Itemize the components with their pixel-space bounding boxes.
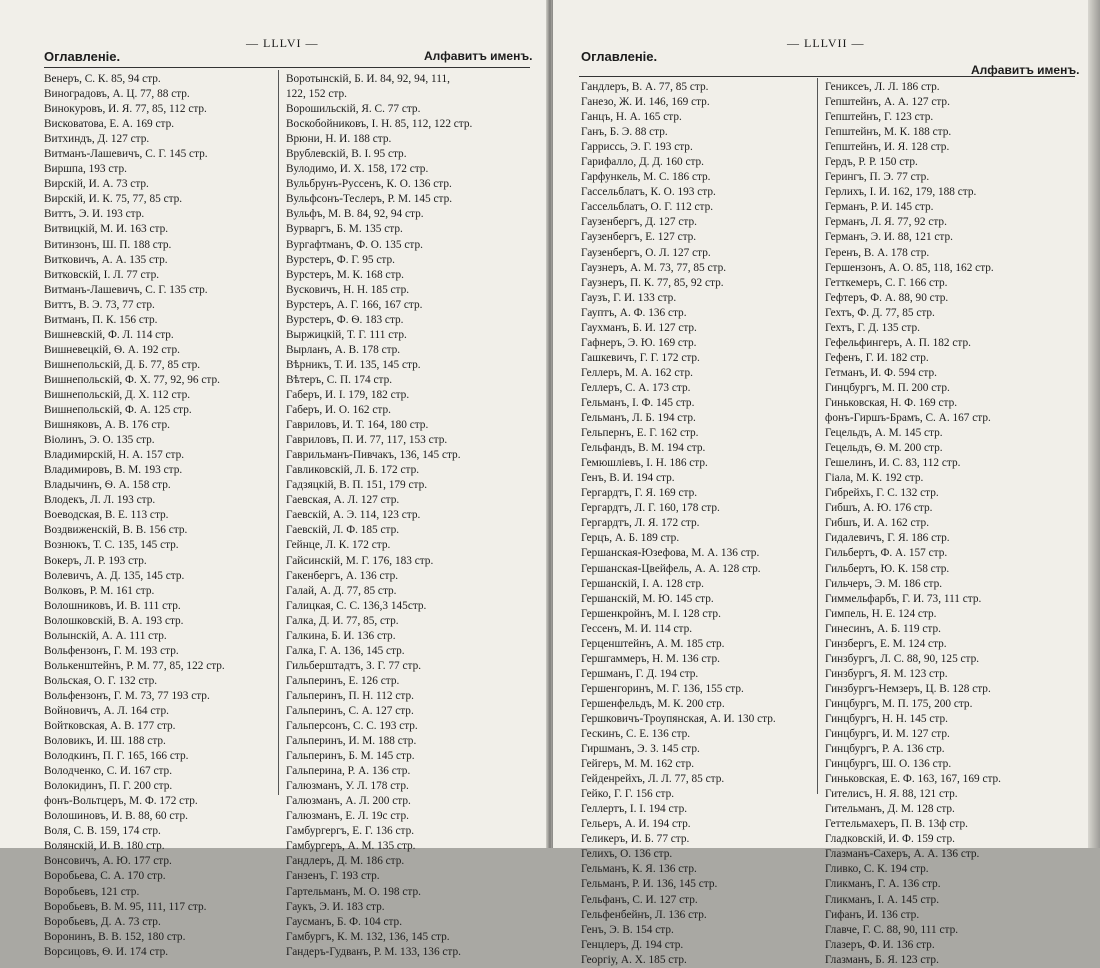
index-entry: фонъ-Вольтцеръ, М. Ф. 172 стр. <box>44 795 198 808</box>
index-entry: Владимировъ, В. М. 193 стр. <box>44 464 183 477</box>
index-entry: Генъ, Э. В. 154 стр. <box>581 923 674 936</box>
index-entry: Гидалевичъ, Г. Я. 186 стр. <box>825 532 950 545</box>
section-subtitle: Алфавитъ именъ. <box>971 63 1080 77</box>
index-entry: Вонсовичъ, А. Ю. 177 стр. <box>44 855 172 868</box>
index-entry: Гепштейнъ, А. А. 127 стр. <box>825 96 950 109</box>
index-entry: Вѣтеръ, С. П. 174 стр. <box>286 373 393 386</box>
index-entry: Воронинъ, В. В. 152, 180 стр. <box>44 930 186 943</box>
left-page <box>0 0 548 958</box>
index-entry: Гелихъ, О. 136 стр. <box>581 848 673 861</box>
index-entry: Гаузенбергъ, Д. 127 стр. <box>581 216 697 229</box>
index-entry: Вурстеръ, Ф. Ѳ. 183 стр. <box>286 313 404 326</box>
index-entry: Главче, Г. С. 88, 90, 111 стр. <box>825 923 959 936</box>
index-entry: Гепштейнъ, И. Я. 128 стр. <box>825 141 950 154</box>
column-divider <box>817 78 818 794</box>
index-entry: Волошиновъ, И. В. 88, 60 стр. <box>44 810 188 823</box>
index-entry: Гашкевичъ, Г. Г. 172 стр. <box>581 351 700 364</box>
index-entry: Гаевскій, А. Э. 114, 123 стр. <box>286 509 421 522</box>
index-entry: Воскобойниковъ, І. Н. 85, 112, 122 стр. <box>286 118 473 131</box>
index-entry: Волянскій, И. В. 180 стр. <box>44 840 165 853</box>
index-entry: Гельфандъ, В. М. 194 стр. <box>581 442 706 455</box>
index-entry: Вольфензонъ, Г. М. 193 стр. <box>44 644 179 657</box>
index-entry: Гальперинъ, И. М. 188 стр. <box>286 735 417 748</box>
index-entry: Гликманъ, Г. А. 136 стр. <box>825 878 941 891</box>
index-entry: Герингъ, П. Э. 77 стр. <box>825 171 930 184</box>
right-page <box>552 0 1088 966</box>
index-entry: Гаусманъ, Б. Ф. 104 стр. <box>286 915 403 928</box>
index-entry: Гейнце, Л. К. 172 стр. <box>286 539 391 552</box>
index-entry: Гительманъ, Д. М. 128 стр. <box>825 803 955 816</box>
index-entry: Гинцбургъ, М. П. 175, 200 стр. <box>825 697 973 710</box>
index-entry: Гаевскій, Л. Ф. 185 стр. <box>286 524 400 537</box>
index-entry: Галкина, Б. И. 136 стр. <box>286 629 396 642</box>
index-entry: Гифанъ, И. 136 стр. <box>825 908 920 921</box>
index-entry: Вульбрунъ-Руссенъ, К. О. 136 стр. <box>286 178 452 191</box>
index-entry: Гильберштадтъ, З. Г. 77 стр. <box>286 659 422 672</box>
index-entry: Воловикъ, И. Ш. 188 стр. <box>44 735 166 748</box>
index-entry: Владимирскій, Н. А. 157 стр. <box>44 449 185 462</box>
index-entry: Геллеръ, М. А. 162 стр. <box>581 366 693 379</box>
index-entry: Вишнепольскій, Ф. А. 125 стр. <box>44 404 192 417</box>
index-entry: Геттельмахеръ, П. В. 13ф стр. <box>825 818 968 831</box>
header-rule <box>579 76 1075 77</box>
index-entry: Висковатова, Е. А. 169 стр. <box>44 118 175 131</box>
index-entry: Гершковичъ-Троупянская, А. И. 130 стр. <box>581 712 776 725</box>
index-entry: Гершенгоринъ, М. Г. 136, 155 стр. <box>581 682 744 695</box>
index-entry: Вишневецкій, Ѳ. А. 192 стр. <box>44 343 180 356</box>
index-entry: Гершанскій, М. Ю. 145 стр. <box>581 592 714 605</box>
index-entry: Гершанскій, І. А. 128 стр. <box>581 577 704 590</box>
index-entry: Габеръ, И. І. 179, 182 стр. <box>286 388 410 401</box>
index-entry: Гетткемеръ, С. Г. 166 стр. <box>825 276 948 289</box>
index-entry: Волевичъ, А. Д. 135, 145 стр. <box>44 569 185 582</box>
index-entry: Галицкая, С. С. 136,3 145стр. <box>286 599 427 612</box>
header-rule <box>44 67 530 68</box>
index-entry: Гимпель, Н. Е. 124 стр. <box>825 607 937 620</box>
index-entry: Волошниковъ, И. В. 111 стр. <box>44 599 181 612</box>
index-entry: Геликеръ, И. Б. 77 стр. <box>581 833 690 846</box>
index-entry: Вурваргъ, Б. М. 135 стр. <box>286 223 403 236</box>
index-entry: Гемюшліевъ, І. Н. 186 стр. <box>581 457 708 470</box>
index-entry: Гениксеъ, Л. Л. 186 стр. <box>825 81 940 93</box>
index-entry: Гауптъ, А. Ф. 136 стр. <box>581 306 687 319</box>
index-entry: Гаврильманъ-Пивчакъ, 136, 145 стр. <box>286 449 461 462</box>
index-entry: Вишнепольскій, Д. Х. 112 стр. <box>44 388 191 401</box>
index-entry: Воздвиженскій, В. В. 156 стр. <box>44 524 188 537</box>
index-entry: Витинзонъ, Ш. П. 188 стр. <box>44 238 172 251</box>
index-entry: Гибшъ, И. А. 162 стр. <box>825 517 930 530</box>
index-entry: Гергардтъ, Л. Я. 172 стр. <box>581 517 700 530</box>
index-entry: Гинцбургъ, Р. А. 136 стр. <box>825 743 945 756</box>
index-entry: Галюзманъ, А. Л. 200 стр. <box>286 795 411 808</box>
index-entry: Врюни, Н. И. 188 стр. <box>286 133 392 146</box>
index-entry: Гандлеръ, Д. М. 186 стр. <box>286 855 405 868</box>
index-entry: Гавликовскій, Л. Б. 172 стр. <box>286 464 420 477</box>
index-entry: Гинзбургъ, Л. С. 88, 90, 125 стр. <box>825 652 980 665</box>
index-entry: Гинзбургъ-Немзеръ, Ц. В. 128 стр. <box>825 682 991 695</box>
index-entry: Гальперинъ, П. Н. 112 стр. <box>286 689 414 702</box>
index-entry: Вокеръ, Л. Р. 193 стр. <box>44 554 147 567</box>
page-edge <box>1088 0 1100 848</box>
name-column-1 <box>581 80 813 968</box>
index-entry: Гаузенбергъ, О. Л. 127 стр. <box>581 246 711 259</box>
index-entry: Гетманъ, И. Ф. 594 стр. <box>825 366 937 379</box>
index-entry: Гельманъ, К. Я. 136 стр. <box>581 863 697 876</box>
index-entry: Гешелинъ, И. С. 83, 112 стр. <box>825 457 961 470</box>
index-entry: Гейденрейхъ, Л. Л. 77, 85 стр. <box>581 773 725 786</box>
index-entry: Гассельблатъ, К. О. 193 стр. <box>581 186 716 199</box>
index-entry: Вишнепольскій, Ф. Х. 77, 92, 96 стр. <box>44 373 220 386</box>
index-entry: Венеръ, С. К. 85, 94 стр. <box>44 73 161 85</box>
index-entry: Віолинъ, Э. О. 135 стр. <box>44 434 155 447</box>
index-entry: Воротынскій, Б. И. 84, 92, 94, 111, <box>286 73 450 85</box>
index-entry: Габеръ, И. О. 162 стр. <box>286 404 391 417</box>
index-entry: Германъ, Р. И. 145 стр. <box>825 201 934 214</box>
index-entry: Гельманъ, І. Ф. 145 стр. <box>581 396 695 409</box>
index-entry: Гейко, Г. Г. 156 стр. <box>581 788 675 801</box>
index-entry: Гинцбургъ, Н. Н. 145 стр. <box>825 712 948 725</box>
index-entry: Гарифалло, Д. Д. 160 стр. <box>581 156 705 169</box>
index-entry: Гепштейнъ, Г. 123 стр. <box>825 111 934 124</box>
index-entry: Вѣрникъ, Т. И. 135, 145 стр. <box>286 358 421 371</box>
index-entry: Володкинъ, П. Г. 165, 166 стр. <box>44 750 189 763</box>
index-entry: Витхиндъ, Д. 127 стр. <box>44 133 150 146</box>
index-entry: Гельманъ, Р. И. 136, 145 стр. <box>581 878 718 891</box>
index-entry: Гефенъ, Г. И. 182 стр. <box>825 351 929 364</box>
index-entry: Вольфензонъ, Г. М. 73, 77 193 стр. <box>44 689 210 702</box>
index-entry: Гильбертъ, Ю. К. 158 стр. <box>825 562 950 575</box>
index-entry: Гальперина, Р. А. 136 стр. <box>286 765 411 778</box>
column-divider <box>278 70 279 795</box>
index-entry: Гершанская-Юзефова, М. А. 136 стр. <box>581 547 760 560</box>
index-entry: Гепштейнъ, М. К. 188 стр. <box>825 126 952 139</box>
index-entry: Воеводская, В. Е. 113 стр. <box>44 509 169 522</box>
index-entry: Гельпернъ, Е. Г. 162 стр. <box>581 427 699 440</box>
index-entry: Гехтъ, Ф. Д. 77, 85 стр. <box>825 306 935 319</box>
index-entry: Гинзбергъ, Е. М. 124 стр. <box>825 637 947 650</box>
index-entry: Вирскій, И. К. 75, 77, 85 стр. <box>44 193 183 206</box>
index-entry: Гартельманъ, М. О. 198 стр. <box>286 885 421 898</box>
index-entry: Воробьева, С. А. 170 стр. <box>44 870 166 883</box>
index-entry: Гандлеръ, В. А. 77, 85 стр. <box>581 81 709 93</box>
index-entry: Гильбертъ, Ф. А. 157 стр. <box>825 547 948 560</box>
index-entry: Гинцбургъ, И. М. 127 стр. <box>825 728 950 741</box>
index-entry: Вурстеръ, Ф. Г. 95 стр. <box>286 253 395 266</box>
index-entry: Волынскій, А. А. 111 стр. <box>44 629 167 642</box>
index-entry: Волковъ, Р. М. 161 стр. <box>44 584 155 597</box>
index-entry: Вургафтманъ, Ф. О. 135 стр. <box>286 238 423 251</box>
index-entry: Гердъ, Р. Р. 150 стр. <box>825 156 918 169</box>
index-entry: Гавриловъ, П. И. 77, 117, 153 стр. <box>286 434 448 447</box>
index-entry: Гершанская-Цвейфель, А. А. 128 стр. <box>581 562 761 575</box>
index-entry: Ворсицовъ, Ѳ. И. 174 стр. <box>44 945 169 958</box>
index-entry: Гаукъ, Э. И. 183 стр. <box>286 900 385 913</box>
index-entry: Гибрейхъ, Г. С. 132 стр. <box>825 487 939 500</box>
index-entry: Гершгаммеръ, Н. М. 136 стр. <box>581 652 720 665</box>
index-entry: Герценштейнъ, А. М. 185 стр. <box>581 637 725 650</box>
index-entry: Гандеръ-Гудванъ, Р. М. 133, 136 стр. <box>286 945 461 958</box>
index-entry: Гиньковская, Е. Ф. 163, 167, 169 стр. <box>825 773 1002 786</box>
index-entry: Гельманъ, Л. Б. 194 стр. <box>581 412 696 425</box>
index-entry: Витманъ-Лашевичъ, С. Г. 145 стр. <box>44 148 208 161</box>
index-entry: Виттъ, В. Э. 73, 77 стр. <box>44 298 155 311</box>
index-entry: Гакенбергъ, А. 136 стр. <box>286 569 399 582</box>
index-entry: Гефельфингеръ, А. П. 182 стр. <box>825 336 971 349</box>
page-number: — LLLVII — <box>787 36 865 50</box>
index-entry: Витковскій, І. Л. 77 стр. <box>44 268 160 281</box>
index-entry: Глазманъ, Б. Я. 123 стр. <box>825 953 939 966</box>
index-entry: Витманъ, П. К. 156 стр. <box>44 313 158 326</box>
index-entry: Виршпа, 193 стр. <box>44 163 127 176</box>
index-entry: Гамбургъ, К. М. 132, 136, 145 стр. <box>286 930 450 943</box>
index-entry: Вырланъ, А. В. 178 стр. <box>286 343 401 356</box>
section-title: Оглавленіе. <box>581 49 658 64</box>
index-entry: Гескинъ, С. Е. 136 стр. <box>581 728 691 741</box>
index-entry: Геллеръ, С. А. 173 стр. <box>581 381 691 394</box>
index-entry: Гиньковская, Н. Ф. 169 стр. <box>825 396 958 409</box>
index-entry: Волошковскій, В. А. 193 стр. <box>44 614 184 627</box>
section-title: Оглавленіе. <box>44 49 121 64</box>
index-entry: Германъ, Л. Я. 77, 92 стр. <box>825 216 947 229</box>
index-entry: Гамбургергъ, Е. Г. 136 стр. <box>286 825 415 838</box>
index-entry: Гаррисcь, Э. Г. 193 стр. <box>581 141 693 154</box>
index-entry: Витманъ-Лашевичъ, С. Г. 135 стр. <box>44 283 208 296</box>
index-entry: Вирскій, И. А. 73 стр. <box>44 178 149 191</box>
index-entry: Виноградовъ, А. Ц. 77, 88 стр. <box>44 88 190 101</box>
index-entry: 122, 152 стр. <box>286 88 347 101</box>
index-entry: Гассельблатъ, О. Г. 112 стр. <box>581 201 714 214</box>
index-entry: Гликманъ, І. А. 145 стр. <box>825 893 940 906</box>
index-entry: Гавриловъ, И. Т. 164, 180 стр. <box>286 419 429 432</box>
index-entry: Воля, С. В. 159, 174 стр. <box>44 825 161 838</box>
index-entry: Гливко, С. К. 194 стр. <box>825 863 929 876</box>
index-entry: Герлихъ, І. И. 162, 179, 188 стр. <box>825 186 977 199</box>
index-entry: Вульфсонъ-Теслеръ, Р. М. 145 стр. <box>286 193 453 206</box>
index-entry: Гецельдъ, А. М. 145 стр. <box>825 427 943 440</box>
index-entry: Гайсинскій, М. Г. 176, 183 стр. <box>286 554 434 567</box>
index-entry: Гейгеръ, М. М. 162 стр. <box>581 758 695 771</box>
index-entry: Гальперинъ, С. А. 127 стр. <box>286 704 414 717</box>
index-entry: Воробьевъ, 121 стр. <box>44 885 140 898</box>
index-entry: Генцлеръ, Д. 194 стр. <box>581 938 684 951</box>
index-entry: Гельеръ, А. И. 194 стр. <box>581 818 691 831</box>
index-entry: Гельфенбейнъ, Л. 136 стр. <box>581 908 707 921</box>
name-column-2 <box>825 80 1081 968</box>
index-entry: Гибшъ, А. Ю. 176 стр. <box>825 502 933 515</box>
index-entry: Гамбургеръ, А. М. 135 стр. <box>286 840 416 853</box>
index-entry: Вурстеръ, А. Г. 166, 167 стр. <box>286 298 423 311</box>
index-entry: Гильчеръ, Э. М. 186 стр. <box>825 577 943 590</box>
index-entry: Вознюкъ, Т. С. 135, 145 стр. <box>44 539 179 552</box>
index-entry: Гершманъ, Г. Д. 194 стр. <box>581 667 699 680</box>
index-entry: Волькенштейнъ, Р. М. 77, 85, 122 стр. <box>44 659 225 672</box>
index-entry: Гадзяцкій, В. П. 151, 179 стр. <box>286 479 428 492</box>
index-entry: Генъ, В. И. 194 стр. <box>581 472 675 485</box>
section-subtitle: Алфавитъ именъ. <box>424 49 533 63</box>
index-entry: Георгіу, А. Х. 185 стр. <box>581 953 687 966</box>
index-entry: Ганзенъ, Г. 193 стр. <box>286 870 380 883</box>
index-entry: Виттъ, Э. И. 193 стр. <box>44 208 145 221</box>
index-entry: Гершенфельдъ, М. К. 200 стр. <box>581 697 725 710</box>
index-entry: Гинцбургъ, Ш. О. 136 стр. <box>825 758 952 771</box>
index-entry: Галюзманъ, У. Л. 178 стр. <box>286 780 409 793</box>
index-entry: Гельфанъ, С. И. 127 стр. <box>581 893 698 906</box>
index-entry: Гаевская, А. Л. 127 стр. <box>286 494 400 507</box>
index-entry: Гессенъ, М. И. 114 стр. <box>581 622 693 635</box>
index-entry: Гершензонъ, А. О. 85, 118, 162 стр. <box>825 261 994 274</box>
index-entry: Гальперинъ, Е. 126 стр. <box>286 674 400 687</box>
index-entry: Вишнепольскій, Д. Б. 77, 85 стр. <box>44 358 201 371</box>
index-entry: Гальперинъ, Б. М. 145 стр. <box>286 750 415 763</box>
index-entry: Гаузенбергъ, Е. 127 стр. <box>581 231 697 244</box>
name-column-2 <box>286 72 536 960</box>
index-entry: Галка, Д. И. 77, 85, стр. <box>286 614 399 627</box>
index-entry: Владычинъ, Ѳ. А. 158 стр. <box>44 479 171 492</box>
index-entry: Вусковичъ, Н. Н. 185 стр. <box>286 283 410 296</box>
index-entry: Гарфункель, М. С. 186 стр. <box>581 171 711 184</box>
index-entry: Гаузнеръ, А. М. 73, 77, 85 стр. <box>581 261 727 274</box>
page-number: — LLLVI — <box>246 36 319 50</box>
index-entry: Витковичъ, А. А. 135 стр. <box>44 253 168 266</box>
index-entry: Гіала, М. К. 192 стр. <box>825 472 924 485</box>
index-entry: Володченко, С. И. 167 стр. <box>44 765 173 778</box>
index-entry: Гинзбургъ, Я. М. 123 стр. <box>825 667 948 680</box>
index-entry: Витвицкій, М. И. 163 стр. <box>44 223 169 236</box>
index-entry: Воробьевъ, В. М. 95, 111, 117 стр. <box>44 900 207 913</box>
index-entry: Гаузъ, Г. И. 133 стр. <box>581 291 677 304</box>
index-entry: Герцъ, А. Б. 189 стр. <box>581 532 680 545</box>
index-entry: Воробьевъ, Д. А. 73 стр. <box>44 915 161 928</box>
index-entry: Ворошильскій, Я. С. 77 стр. <box>286 103 421 116</box>
index-entry: Галай, А. Д. 77, 85 стр. <box>286 584 397 597</box>
index-entry: Вольская, О. Г. 132 стр. <box>44 674 158 687</box>
index-entry: Вулодимо, И. Х. 158, 172 стр. <box>286 163 429 176</box>
index-entry: Гершенкройнъ, М. І. 128 стр. <box>581 607 721 620</box>
index-entry: Гаухманъ, Б. И. 127 стр. <box>581 321 697 334</box>
index-entry: Ганезо, Ж. И. 146, 169 стр. <box>581 96 710 109</box>
index-entry: Гителисъ, Н. Я. 88, 121 стр. <box>825 788 958 801</box>
index-entry: Вульфъ, М. В. 84, 92, 94 стр. <box>286 208 424 221</box>
index-entry: Гергардтъ, Г. Я. 169 стр. <box>581 487 698 500</box>
index-entry: фонъ-Гиршъ-Брамъ, С. А. 167 стр. <box>825 412 991 425</box>
index-entry: Глазманъ-Сахеръ, А. А. 136 стр. <box>825 848 980 861</box>
index-entry: Врублевскій, В. І. 95 стр. <box>286 148 407 161</box>
index-entry: Вишневскій, Ф. Л. 114 стр. <box>44 328 174 341</box>
index-entry: Гехтъ, Г. Д. 135 стр. <box>825 321 920 334</box>
index-entry: Войтковская, А. В. 177 стр. <box>44 720 176 733</box>
name-column-1 <box>44 72 274 960</box>
index-entry: Гиммельфарбъ, Г. И. 73, 111 стр. <box>825 592 982 605</box>
index-entry: Галюзманъ, Е. Л. 19с стр. <box>286 810 409 823</box>
index-entry: Ганцъ, Н. А. 165 стр. <box>581 111 682 124</box>
index-entry: Геллертъ, І. І. 194 стр. <box>581 803 688 816</box>
index-entry: Геренъ, В. А. 178 стр. <box>825 246 930 259</box>
index-entry: Гладковскій, И. Ф. 159 стр. <box>825 833 955 846</box>
index-entry: Гефтеръ, Ф. А. 88, 90 стр. <box>825 291 949 304</box>
index-entry: Гальперсонъ, С. С. 193 стр. <box>286 720 418 733</box>
index-entry: Германъ, Э. И. 88, 121 стр. <box>825 231 953 244</box>
index-entry: Гергардтъ, Л. Г. 160, 178 стр. <box>581 502 720 515</box>
index-entry: Гафнеръ, Э. Ю. 169 стр. <box>581 336 697 349</box>
index-entry: Галка, Г. А. 136, 145 стр. <box>286 644 405 657</box>
index-entry: Гиршманъ, Э. З. 145 стр. <box>581 743 700 756</box>
index-entry: Гинцбургъ, М. П. 200 стр. <box>825 381 950 394</box>
index-entry: Гецельдъ, Ѳ. М. 200 стр. <box>825 442 943 455</box>
index-entry: Гаузнеръ, П. К. 77, 85, 92 стр. <box>581 276 724 289</box>
index-entry: Вурстеръ, М. К. 168 стр. <box>286 268 404 281</box>
index-entry: Выржицкій, Т. Г. 111 стр. <box>286 328 407 341</box>
index-entry: Глазеръ, Ф. И. 136 стр. <box>825 938 935 951</box>
index-entry: Волокидинъ, П. Г. 200 стр. <box>44 780 173 793</box>
index-entry: Винокуровъ, И. Я. 77, 85, 112 стр. <box>44 103 207 116</box>
index-entry: Влодекъ, Л. Л. 193 стр. <box>44 494 156 507</box>
index-entry: Войновичъ, А. Л. 164 стр. <box>44 704 169 717</box>
index-entry: Гинесинъ, А. Б. 119 стр. <box>825 622 941 635</box>
index-entry: Ганъ, Б. Э. 88 стр. <box>581 126 668 139</box>
index-entry: Вишняковъ, А. В. 176 стр. <box>44 419 170 432</box>
